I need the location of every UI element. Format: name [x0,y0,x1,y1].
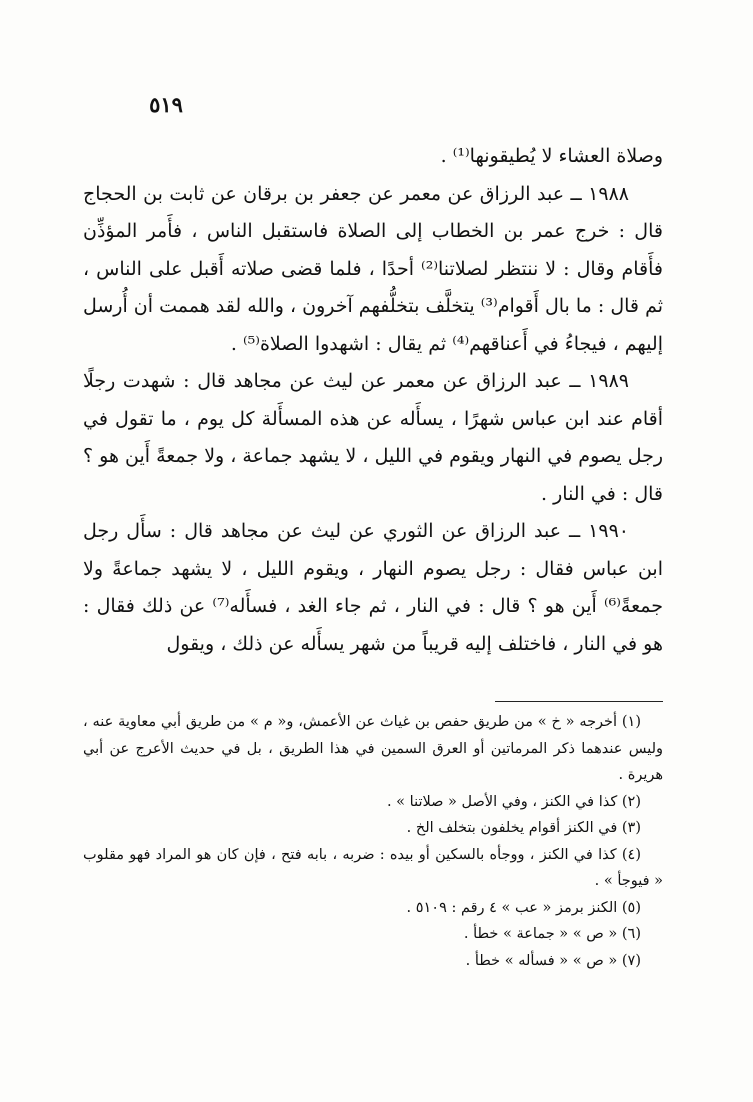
paragraph-continuation: وصلاة العشاء لا يُطيقونها⁽¹⁾ . [440,145,663,167]
paragraph-hadith-1989: ١٩٨٩ ــ عبد الرزاق عن معمر عن ليث عن مجاهد قال : شهدت رجلًا أقام عند ابن عباس شهرًا ، يسأَله عن هذه المسأَلة كل يوم ، ما تقول في رجل يصوم في النهار ويقوم في الليل ، لا يشهد جماعة ، ولا جمعةً أَين هو ؟ قال : في النار . [83,370,663,505]
footnote-6: (٦) « ص » « جماعة » خطأ . [463,926,641,942]
footnote-5: (٥) الكنز برمز « عب » ٤ رقم : ٥١٠٩ . [406,899,641,916]
footnotes [83,709,663,974]
footnote-7: (٧) « ص » « فسأله » خطأ . [465,952,641,969]
footnote-divider [495,701,663,702]
footnote-3: (٣) في الكنز أقوام يخلفون بتخلف الخ . [406,820,641,836]
paragraph-hadith-1990: ١٩٩٠ ــ عبد الرزاق عن الثوري عن ليث عن مجاهد قال : سأَل رجل ابن عباس فقال : رجل يصوم النهار ، ويقوم الليل ، لا يشهد جماعةً ولا جمعةً⁽⁶⁾ أَين هو ؟ قال : في النار ، ثم جاء الغد ، فسأَله⁽⁷⁾ عن ذلك فقال : هو في النار ، فاختلف إليه قريباً من شهر يسأَله عن ذلك ، ويقول [83,520,663,655]
footnote-4: (٤) كذا في الكنز ، ووجأه بالسكين أو بيده : ضربه ، بابه فتح ، فإن كان هو المراد فهو مقلوب « فيوجأ » . [83,846,663,889]
main-text [83,138,663,663]
footnote-1: (١) أخرجه « خ » من طريق حفص بن غياث عن الأعمش، و« م » من طريق أبي معاوية عنه ، وليس عندهما ذكر المرماتين أو العرق السمين في هذا الطريق ، بل في حديث الأعرج عن أبي هريرة . [83,714,663,783]
footnote-2: (٢) كذا في الكنز ، وفي الأصل « صلاتنا » . [386,793,641,810]
page-number: ٥١٩ [149,92,183,117]
paragraph-hadith-1988: ١٩٨٨ ــ عبد الرزاق عن معمر عن جعفر بن برقان عن ثابت بن الحجاج قال : خرج عمر بن الخطاب إلى الصلاة فاستقبل الناس ، فأَمر المؤذِّن فأَقام وقال : لا ننتظر لصلاتنا⁽²⁾ أحدًا ، فلما قضى صلاته أَقبل على الناس ، ثم قال : ما بال أَقوام⁽³⁾ يتخلَّف بتخلُّفهم آخرون ، والله لقد هممت أن أُرسل إليهم ، فيجاءُ في أَعناقهم⁽⁴⁾ ثم يقال : اشهدوا الصلاة⁽⁵⁾ . [83,182,664,355]
